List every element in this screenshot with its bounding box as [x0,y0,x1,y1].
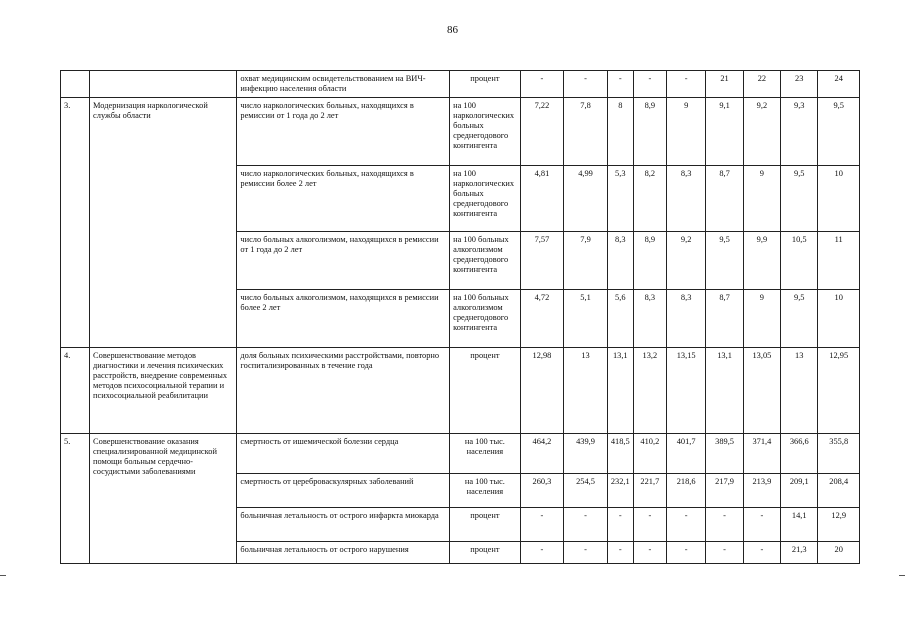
row-number [61,71,90,98]
value-cell: 355,8 [818,434,860,474]
value-cell: 217,9 [706,474,743,508]
value-cell: 10 [818,166,860,232]
value-cell: 9 [743,166,780,232]
indicator-name: число наркологических больных, находящихся в ремиссии более 2 лет [237,166,450,232]
value-cell: 8,9 [633,98,666,166]
value-cell: - [666,508,705,542]
value-cell: 5,3 [607,166,633,232]
value-cell: - [607,71,633,98]
indicator-name: доля больных психическими расстройствами, повторно госпитализированных в течение года [237,348,450,434]
value-cell: - [607,508,633,542]
value-cell: 24 [818,71,860,98]
value-cell: - [520,508,564,542]
value-cell: 9,9 [743,232,780,290]
value-cell: 23 [781,71,818,98]
value-cell: 254,5 [564,474,608,508]
value-cell: - [520,71,564,98]
value-cell: 208,4 [818,474,860,508]
value-cell: - [633,71,666,98]
value-cell: 4,99 [564,166,608,232]
indicator-name: число наркологических больных, находящихся в ремиссии от 1 года до 2 лет [237,98,450,166]
section-title: Модернизация наркологической службы области [90,98,237,348]
value-cell: 5,6 [607,290,633,348]
value-cell: 401,7 [666,434,705,474]
value-cell: 9,2 [743,98,780,166]
table-row [61,348,860,434]
row-number: 4. [61,348,90,434]
value-cell: 4,72 [520,290,564,348]
value-cell: 8,2 [633,166,666,232]
value-cell: 218,6 [666,474,705,508]
section-title: Совершенствование методов диагностики и лечения психических расстройств, внедрение современных методов психосоциальной терапии и психосоциальной реабилитации [90,348,237,434]
indicator-name: смертность от цереброваскулярных заболеваний [237,474,450,508]
value-cell: 10,5 [781,232,818,290]
value-cell: 7,22 [520,98,564,166]
value-cell: - [706,542,743,564]
value-cell: 8,7 [706,166,743,232]
value-cell: - [633,542,666,564]
indicator-name: число больных алкоголизмом, находящихся в ремиссии более 2 лет [237,290,450,348]
table-row [61,434,860,474]
unit-of-measure: на 100 больных алкоголизмом среднегодового контингента [450,290,521,348]
section-title [90,71,237,98]
value-cell: 213,9 [743,474,780,508]
value-cell: 13 [564,348,608,434]
value-cell: 209,1 [781,474,818,508]
unit-of-measure: на 100 тыс. населения [450,474,521,508]
value-cell: - [520,542,564,564]
value-cell: 9,2 [666,232,705,290]
unit-of-measure: на 100 наркологических больных среднегодового контингента [450,98,521,166]
row-number: 5. [61,434,90,564]
scan-mark-right [899,575,905,576]
value-cell: 8,7 [706,290,743,348]
indicator-name: больничная летальность от острого инфаркта миокарда [237,508,450,542]
value-cell: 12,98 [520,348,564,434]
value-cell: 11 [818,232,860,290]
value-cell: 464,2 [520,434,564,474]
indicator-name: охват медицинским освидетельствованием на ВИЧ-инфекцию населения области [237,71,450,98]
unit-of-measure: на 100 наркологических больных среднегодового контингента [450,166,521,232]
value-cell: - [564,508,608,542]
scan-mark-left [0,575,6,576]
value-cell: 366,6 [781,434,818,474]
value-cell: 410,2 [633,434,666,474]
indicator-name: смертность от ишемической болезни сердца [237,434,450,474]
value-cell: 8,9 [633,232,666,290]
value-cell: 221,7 [633,474,666,508]
value-cell: 13,2 [633,348,666,434]
row-number: 3. [61,98,90,348]
value-cell: 260,3 [520,474,564,508]
value-cell: 232,1 [607,474,633,508]
value-cell: 12,95 [818,348,860,434]
value-cell: 13,1 [706,348,743,434]
value-cell: 13,05 [743,348,780,434]
value-cell: 14,1 [781,508,818,542]
indicator-name: число больных алкоголизмом, находящихся в ремиссии от 1 года до 2 лет [237,232,450,290]
value-cell: 371,4 [743,434,780,474]
value-cell: - [607,542,633,564]
value-cell: - [743,508,780,542]
value-cell: 8,3 [607,232,633,290]
value-cell: 9,5 [781,166,818,232]
value-cell: - [633,508,666,542]
value-cell: 9,5 [781,290,818,348]
unit-of-measure: процент [450,71,521,98]
indicators-table [60,70,860,564]
value-cell: 418,5 [607,434,633,474]
value-cell: - [666,71,705,98]
value-cell: 20 [818,542,860,564]
value-cell: 9 [666,98,705,166]
unit-of-measure: процент [450,348,521,434]
value-cell: 10 [818,290,860,348]
value-cell: 21 [706,71,743,98]
table-row [61,98,860,166]
value-cell: 13 [781,348,818,434]
value-cell: 9,5 [818,98,860,166]
value-cell: 8 [607,98,633,166]
value-cell: 8,3 [633,290,666,348]
indicator-name: больничная летальность от острого нарушения [237,542,450,564]
unit-of-measure: на 100 тыс. населения [450,434,521,474]
value-cell: 9 [743,290,780,348]
value-cell: 22 [743,71,780,98]
value-cell: - [743,542,780,564]
value-cell: - [666,542,705,564]
value-cell: 7,57 [520,232,564,290]
value-cell: 9,5 [706,232,743,290]
value-cell: - [564,542,608,564]
value-cell: 21,3 [781,542,818,564]
value-cell: 8,3 [666,166,705,232]
value-cell: 4,81 [520,166,564,232]
table-row [61,71,860,98]
value-cell: 8,3 [666,290,705,348]
value-cell: - [564,71,608,98]
value-cell: 9,3 [781,98,818,166]
value-cell: 5,1 [564,290,608,348]
value-cell: 9,1 [706,98,743,166]
value-cell: 13,15 [666,348,705,434]
value-cell: 439,9 [564,434,608,474]
value-cell: 389,5 [706,434,743,474]
value-cell: 7,8 [564,98,608,166]
unit-of-measure: на 100 больных алкоголизмом среднегодового контингента [450,232,521,290]
unit-of-measure: процент [450,508,521,542]
unit-of-measure: процент [450,542,521,564]
value-cell: - [706,508,743,542]
value-cell: 12,9 [818,508,860,542]
value-cell: 13,1 [607,348,633,434]
page-number: 86 [447,24,458,36]
value-cell: 7,9 [564,232,608,290]
section-title: Совершенствование оказания специализированной медицинской помощи больным сердечно-сосудистыми заболеваниями [90,434,237,564]
